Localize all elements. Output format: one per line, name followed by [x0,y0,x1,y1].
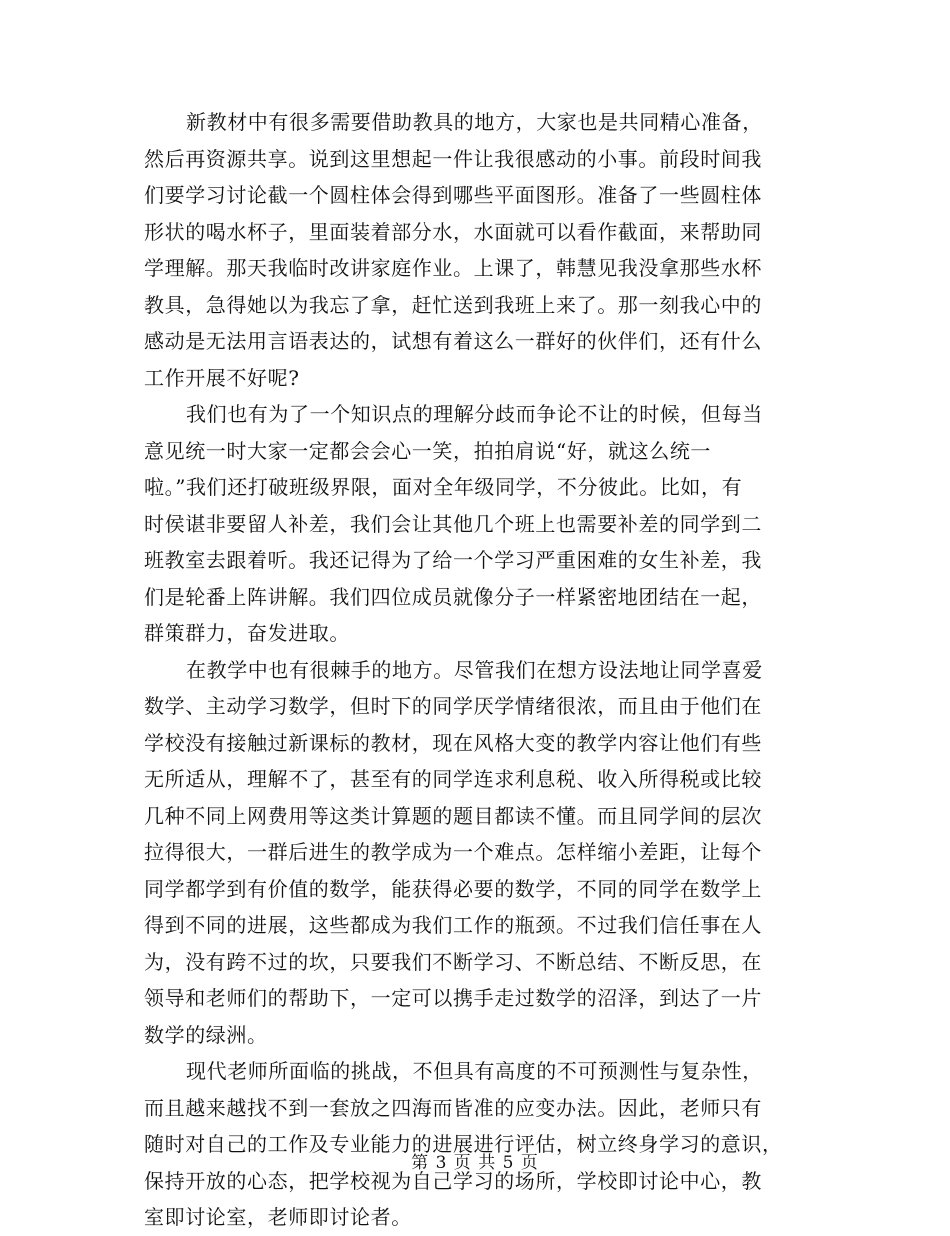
paragraph-line: 几种不同上网费用等这类计算题的题目都读不懂。而且同学间的层次 [144,803,762,828]
paragraph-line: 形状的喝水杯子，里面装着部分水，水面就可以看作截面，来帮助同 [144,219,762,244]
paragraph-line: 啦。”我们还打破班级界限，面对全年级同学，不分彼此。比如，有 [144,475,743,499]
paragraph-line: 领导和老师们的帮助下，一定可以携手走过数学的沼泽，到达了一片 [144,986,762,1010]
paragraph-line: 群策群力，奋发进取。 [144,621,350,645]
paragraph-line: 数学的绿洲。 [144,1022,268,1047]
paragraph-line: 室即讨论室，老师即讨论者。 [144,1205,412,1229]
paragraph-line: 在教学中也有很棘手的地方。尽管我们在想方设法地让同学喜爱 [186,657,763,682]
paragraph-line: 数学、主动学习数学，但时下的同学厌学情绪很浓，而且由于他们在 [144,694,762,718]
paragraph-line: 新教材中有很多需要借助教具的地方，大家也是共同精心准备， [186,110,763,134]
document-body [144,104,806,1236]
paragraph-line: 班教室去跟着听。我还记得为了给一个学习严重困难的女生补差，我 [144,548,762,572]
paragraph-line: 感动是无法用言语表达的，试想有着这么一群好的伙伴们，还有什么 [144,329,762,353]
paragraph-line: 们是轮番上阵讲解。我们四位成员就像分子一样紧密地团结在一起， [144,584,762,609]
paragraph-2 [144,396,806,652]
paragraph-line: 无所适从，理解不了，甚至有的同学连求利息税、收入所得税或比较 [144,767,762,791]
paragraph-4 [144,1053,806,1236]
paragraph-line: 们要学习讨论截一个圆柱体会得到哪些平面图形。准备了一些圆柱体 [144,183,762,207]
paragraph-line: 得到不同的进展，这些都成为我们工作的瓶颈。不过我们信任事在人 [144,913,762,937]
paragraph-line: 保持开放的心态，把学校视为自己学习的场所，学校即讨论中心，教 [144,1168,762,1193]
paragraph-line: 学校没有接触过新课标的教材，现在风格大变的教学内容让他们有些 [144,730,762,755]
paragraph-line: 工作开展不好呢? [144,365,300,390]
page-number-footer: 第 3 页 共 5 页 [411,1153,539,1173]
paragraph-3 [144,652,806,1054]
paragraph-line: 我们也有为了一个知识点的理解分歧而争论不让的时候，但每当 [186,402,763,426]
paragraph-line: 教具，急得她以为我忘了拿，赶忙送到我班上来了。那一刻我心中的 [144,292,762,317]
paragraph-line: 学理解。那天我临时改讲家庭作业。上课了，韩慧见我没拿那些水杯 [144,256,762,280]
paragraph-line: 拉得很大，一群后进生的教学成为一个难点。怎样缩小差距，让每个 [144,840,762,864]
paragraph-line: 随时对自己的工作及专业能力的进展进行评估，树立终身学习的意识， [144,1132,783,1156]
paragraph-line: 为，没有跨不过的坎，只要我们不断学习、不断总结、不断反思，在 [144,949,762,974]
paragraph-line: 同学都学到有价值的数学，能获得必要的数学，不同的同学在数学上 [144,876,762,901]
paragraph-line: 然后再资源共享。说到这里想起一件让我很感动的小事。前段时间我 [144,146,762,171]
paragraph-line: 而且越来越找不到一套放之四海而皆准的应变办法。因此，老师只有 [144,1095,762,1120]
paragraph-line: 意见统一时大家一定都会会心一笑，拍拍肩说“好，就这么统一 [144,438,712,463]
paragraph-line: 时侯谌非要留人补差，我们会让其他几个班上也需要补差的同学到二 [144,511,762,536]
paragraph-1 [144,104,806,396]
paragraph-line: 现代老师所面临的挑战，不但具有高度的不可预测性与复杂性， [186,1059,763,1083]
